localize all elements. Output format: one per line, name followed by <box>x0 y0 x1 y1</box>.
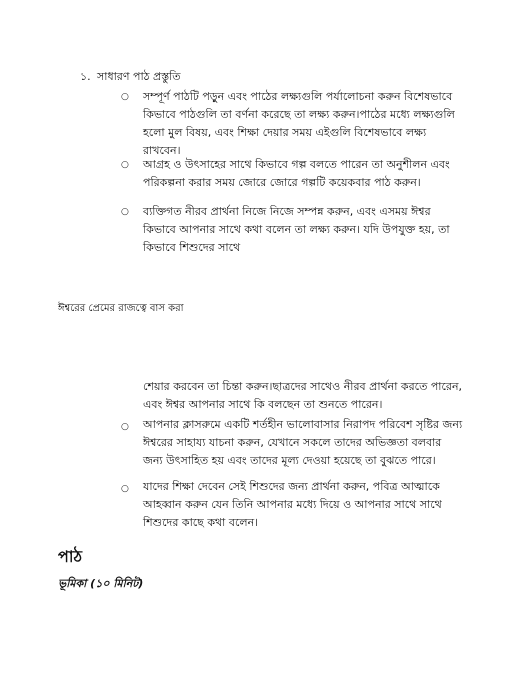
list-item-line: আগ্রহ ও উৎসাহের সাথে কিভাবে গল্প বলতে পারেন তা অনুশীলন এবং <box>143 158 450 171</box>
list-item-line: শিশুদের কাছে কথা বলেন। <box>143 516 259 529</box>
intro-heading: ভূমিকা (১০ মিনিট) <box>58 577 144 590</box>
list-item-line: কিভাবে পাঠগুলি তা বর্ণনা করেছে তা লক্ষ্য করুন।পাঠের মধ্যে লক্ষ্যগুলি <box>143 108 455 121</box>
list-item-line: আহব্বান করুন যেন তিনি আপনার মধ্যে দিয়ে ও আপনার সাথে সাথে <box>143 498 442 511</box>
list-item-line: আপনার ক্লাসরুমে একটি শর্তহীন ভালোবাসার নিরাপদ পরিবেশ সৃষ্টির জন্য <box>143 418 463 431</box>
list-item-line: ব্যক্তিগত নীরব প্রার্থনা নিজে নিজে সম্পন্ন করুন, এবং এসময় ঈশ্বর <box>143 205 431 218</box>
list-item-line: কিভাবে শিশুদের সাথে <box>143 241 241 254</box>
section-number: ১. <box>80 70 91 83</box>
list-item <box>143 478 483 532</box>
lesson-heading: পাঠ <box>58 547 83 566</box>
list-item-line: পরিকল্পনা করার সময় জোরে জোরে গল্পটি কয়েকবার পাঠ করুন। <box>143 176 421 189</box>
section-heading: সাধারণ পাঠ প্রস্তুতি <box>97 70 181 83</box>
running-header: ঈশ্বরের প্রেমের রাজত্বে বাস করা <box>58 303 184 314</box>
bullet-circle-icon: ○ <box>121 160 129 170</box>
list-item-line: জন্য উৎসাহিত হয় এবং তাদের মূল্য দেওয়া হয়েছে তা বুঝতে পারে। <box>143 454 436 467</box>
paragraph-line: শেয়ার করবেন তা চিন্তা করুন।ছাত্রদের সাথেও নীরব প্রার্থনা করতে পারেন, <box>143 380 463 393</box>
list-item <box>143 88 483 160</box>
bullet-circle-icon: ○ <box>121 484 129 494</box>
list-item <box>143 156 483 192</box>
list-item-line: হলো মুল বিষয়, এবং শিক্ষা দেয়ার সময় এইগুলি বিশেষভাবে লক্ষ্য <box>143 126 427 139</box>
list-item <box>143 416 483 470</box>
bullet-circle-icon: ○ <box>121 207 129 217</box>
paragraph-line: এবং ঈশ্বর আপনার সাথে কি বলছেন তা শুনতে পারেন। <box>143 398 383 411</box>
list-item-line: ঈশ্বরের সাহায্য যাচনা করুন, যেখানে সকলে তাদের অভিজ্ঞতা বলবার <box>143 436 442 449</box>
bullet-circle-icon: ○ <box>121 92 129 102</box>
bullet-circle-icon: ○ <box>121 422 129 432</box>
list-item-line: যাদের শিক্ষা দেবেন সেই শিশুদের জন্য প্রার্থনা করুন, পবিত্র আত্মাকে <box>143 480 440 493</box>
list-item-line: সম্পূর্ণ পাঠটি পড়ুন এবং পাঠের লক্ষ্যগুলি পর্যালোচনা করুন বিশেষভাবে <box>143 90 453 103</box>
list-item-line: কিভাবে আপনার সাথে কথা বলেন তা লক্ষ্য করুন। যদি উপযুক্ত হয়, তা <box>143 223 450 236</box>
list-item <box>143 203 483 257</box>
list-item-line: রাখবেন। <box>143 144 181 157</box>
continuation-paragraph <box>143 378 483 414</box>
